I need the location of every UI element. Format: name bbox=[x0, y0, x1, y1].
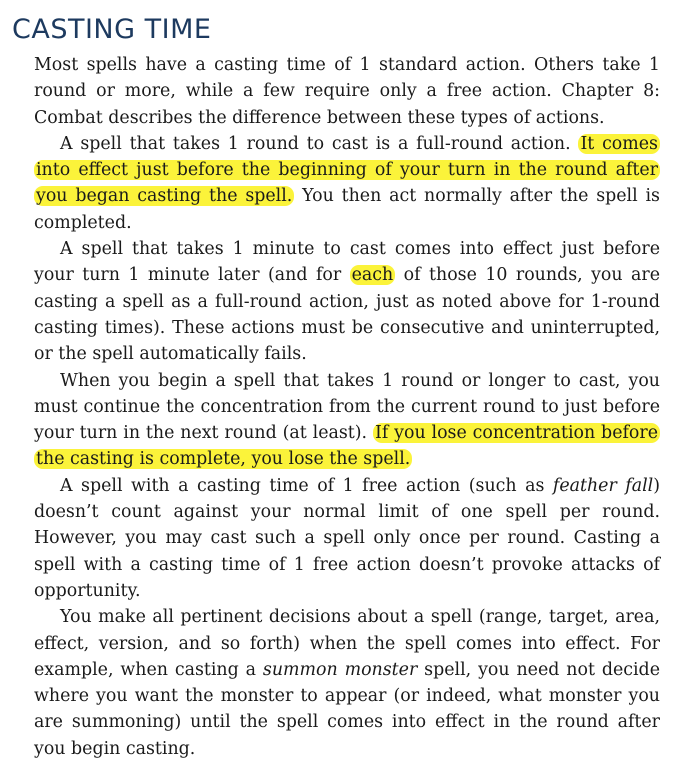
paragraph-text: A spell with a casting time of 1 free action (such as bbox=[60, 475, 553, 496]
paragraph-text: spell, you need not decide where you want the monster to appear (or indeed, what monster you are summoning) until the spell comes into effect in the round after you begin casting. bbox=[34, 659, 660, 759]
paragraph-concentration bbox=[34, 368, 660, 473]
paragraph-free-action-spells bbox=[34, 473, 660, 604]
paragraph-text: A spell that takes 1 round to cast is a full-round action. bbox=[60, 133, 579, 154]
spell-name-italic: feather fall bbox=[552, 475, 654, 496]
paragraph-text: of those 10 rounds, you are casting a spell as a full-round action, just as noted above for 1-round casting times). These actions must be consecutive and uninterrupted, or the spell automatically fails. bbox=[34, 265, 660, 365]
paragraph-spell-casting-overview bbox=[34, 52, 660, 131]
paragraph-pertinent-decisions bbox=[34, 604, 660, 762]
highlighted-text: each bbox=[351, 265, 394, 286]
section-body bbox=[34, 52, 660, 762]
paragraph-text: You make all pertinent decisions about a spell (range, target, area, effect, version, and so forth) when the spell comes into effect. For example, when casting a bbox=[34, 607, 660, 680]
paragraph-one-minute-spells bbox=[34, 236, 660, 367]
paragraph-one-round-spells bbox=[34, 131, 660, 236]
paragraph-text: A spell that takes 1 minute to cast comes into effect just before your turn 1 minute later (and for bbox=[34, 239, 660, 286]
section-heading: CASTING TIME bbox=[12, 14, 212, 45]
highlighted-text: It comes into effect just before the beginning of your turn in the round after you began casting the spell. bbox=[36, 133, 658, 207]
paragraph-text: You then act normally after the spell is completed. bbox=[34, 186, 660, 233]
paragraph-text: Most spells have a casting time of 1 standard action. Others take 1 round or more, while a few require only a free action. Chapter 8: Combat describes the difference between these types of actions. bbox=[34, 55, 660, 128]
highlighted-text: If you lose concentration before the casting is complete, you lose the spell. bbox=[36, 423, 658, 470]
paragraph-text: When you begin a spell that takes 1 round or longer to cast, you must continue the concentration from the current round to just before your turn in the next round (at least). bbox=[34, 370, 660, 444]
spell-name-italic: summon monster bbox=[262, 659, 418, 680]
paragraph-text: ) doesn’t count against your normal limit of one spell per round. However, you may cast such a spell only once per round. Casting a spell with a casting time of 1 free action doesn’t provoke attacks of opportunity. bbox=[34, 475, 660, 601]
